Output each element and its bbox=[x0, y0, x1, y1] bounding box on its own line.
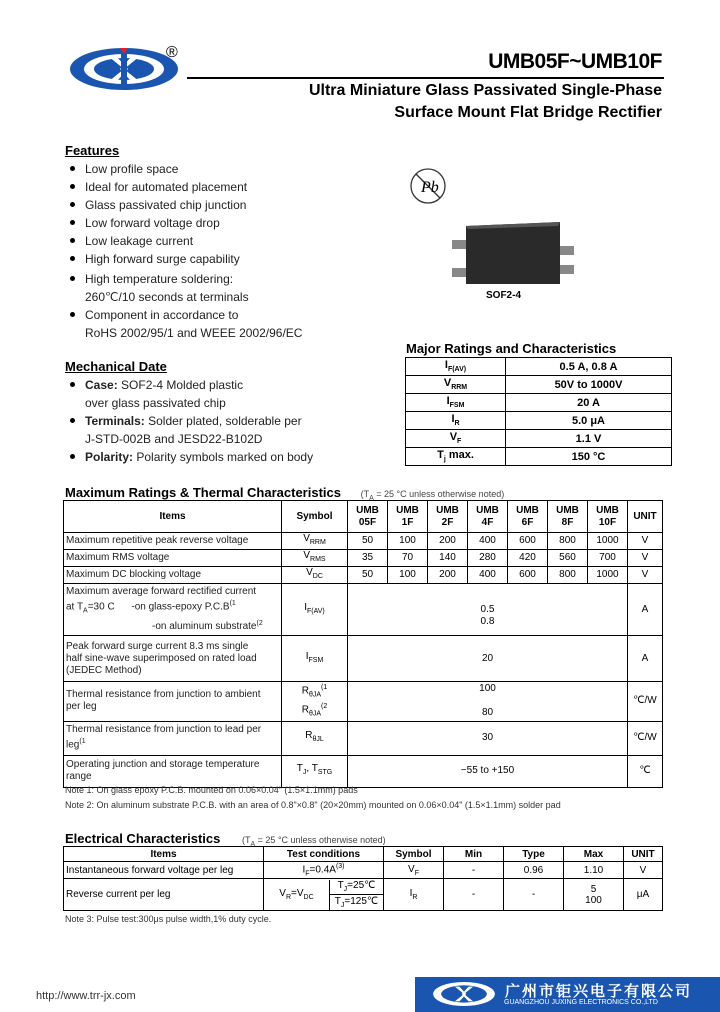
max-ratings-table bbox=[63, 500, 663, 788]
feature-item: Ideal for automated placement bbox=[70, 178, 302, 196]
table-row: Thermal resistance from junction to ambient per leg $R_{\theta JA}^{(1}$ $R_{\theta JA}^{(2}$ 100 80 ℃/W bbox=[64, 682, 663, 722]
table-header-row: Items Test conditions Symbol Min Type Max UNIT bbox=[64, 847, 663, 862]
table-row: Peak forward surge current 8.3 ms single half sine-wave superimposed on rated load (JEDEC Method) $I_{FSM}$ 20 A bbox=[64, 636, 663, 682]
table-row: $V_{RRM}$ 50V to 1000V bbox=[406, 376, 672, 394]
test-conditions-sub: $V_R=V_{DC}$ $T_J=25℃$ $T_J=125℃$ bbox=[264, 880, 383, 910]
mech-terminals-cont: J-STD-002B and JESD22-B102D bbox=[85, 432, 263, 446]
table-row: Thermal resistance from junction to lead per leg$^{(1}$ $R_{\theta JL}$ 30 ℃/W bbox=[64, 721, 663, 755]
feature-item-cont: 260℃/10 seconds at terminals bbox=[85, 290, 249, 304]
feature-item: Low forward voltage drop bbox=[70, 214, 302, 232]
electrical-table bbox=[63, 846, 663, 911]
table-row: $I_R$ 5.0 μA bbox=[406, 412, 672, 430]
mech-case-cont: over glass passivated chip bbox=[85, 396, 226, 410]
major-ratings-title: Major Ratings and Characteristics bbox=[406, 341, 617, 356]
part-title: UMB05F~UMB10F bbox=[488, 50, 662, 73]
pb-free-icon bbox=[408, 166, 448, 206]
sof2-4-package-image bbox=[448, 218, 578, 288]
table-row: Maximum repetitive peak reverse voltage $V_{RRM}$ 50 100 200 400 600 800 1000 V bbox=[64, 533, 663, 550]
company-logo bbox=[68, 46, 180, 92]
features-list bbox=[70, 160, 302, 342]
company-name-cn: 广州市钜兴电子有限公司 bbox=[505, 983, 693, 1000]
mechanical-list bbox=[70, 376, 313, 466]
table-row: Maximum average forward rectified current at $T_A=30$ C -on glass-epoxy $P.C.B^{(1}$ -on aluminum substrate$^{(2}$ $I_{F(AV)}$ 0.5 0.8 A bbox=[64, 584, 663, 636]
table-row: Operating junction and storage temperature range $T_J$, $T_{STG}$ −55 to +150 ℃ bbox=[64, 755, 663, 787]
table-header-row: Items Symbol UMB 05F UMB 1F UMB 2F UMB 4F UMB 6F UMB 8F UMB 10F UNIT bbox=[64, 501, 663, 533]
max-ratings-title: Maximum Ratings & Thermal Characteristics ($T_A = 25$ °C unless otherwise noted) bbox=[65, 485, 505, 502]
feature-item: Low profile space bbox=[70, 160, 302, 178]
mech-terminals: Terminals: Solder plated, solderable per bbox=[70, 412, 313, 430]
feature-item: Glass passivated chip junction bbox=[70, 196, 302, 214]
electrical-title: Electrical Characteristics ($T_A = 25$ °C unless otherwise noted) bbox=[65, 831, 386, 848]
company-name-en: GUANGZHOU JUXING ELECTRONICS CO.,LTD bbox=[504, 999, 658, 1006]
mech-polarity: Polarity: Polarity symbols marked on body bbox=[70, 448, 313, 466]
feature-item-cont: RoHS 2002/95/1 and WEEE 2002/96/EC bbox=[85, 326, 303, 340]
table-row: $V_F$ 1.1 V bbox=[406, 430, 672, 448]
feature-item: Low leakage current bbox=[70, 232, 302, 250]
features-heading: Features bbox=[65, 143, 120, 158]
note-3: Note 3: Pulse test:300μs pulse width,1% duty cycle. bbox=[65, 914, 272, 924]
table-row: $T_j$ max. 150 °C bbox=[406, 448, 672, 466]
table-row: Reverse current per leg $V_R=V_{DC}$ $T_J=25℃$ $T_J=125℃$ $I_R$ - - 5 100 μA bbox=[64, 879, 663, 911]
table-row: Maximum DC blocking voltage $V_{DC}$ 50 100 200 400 600 800 1000 V bbox=[64, 567, 663, 584]
feature-item: High forward surge capability bbox=[70, 250, 302, 268]
table-row: $I_{FSM}$ 20 A bbox=[406, 394, 672, 412]
subtitle-line-2: Surface Mount Flat Bridge Rectifier bbox=[394, 104, 662, 121]
table-row: Maximum RMS voltage $V_{RMS}$ 35 70 140 280 420 560 700 V bbox=[64, 550, 663, 567]
mech-case: Case: SOF2-4 Molded plastic bbox=[70, 376, 313, 394]
svg-text:Pb: Pb bbox=[421, 179, 439, 196]
major-ratings-table bbox=[405, 357, 672, 466]
feature-item: High temperature soldering: bbox=[70, 270, 302, 288]
note-2: Note 2: On aluminum substrate P.C.B. with an area of 0.8"×0.8" (20×20mm) mounted on 0.06×0.04" (1.5×1.1mm) solder pad bbox=[65, 800, 561, 810]
registered-mark: ® bbox=[166, 44, 178, 61]
website-link[interactable]: http://www.trr-jx.com bbox=[36, 990, 136, 1002]
header-rule bbox=[187, 77, 664, 79]
feature-item: Component in accordance to bbox=[70, 306, 302, 324]
table-row: $I_{F(AV)}$ 0.5 A, 0.8 A bbox=[406, 358, 672, 376]
note-1: Note 1: On glass epoxy P.C.B. mounted on 0.06×0.04" (1.5×1.1mm) pads bbox=[65, 785, 358, 795]
subtitle-line-1: Ultra Miniature Glass Passivated Single-Phase bbox=[308, 82, 662, 99]
package-label: SOF2-4 bbox=[486, 290, 522, 301]
table-row: Instantaneous forward voltage per leg $I_F=0.4A^{(3)}$ $V_F$ - 0.96 1.10 V bbox=[64, 862, 663, 879]
mechanical-heading: Mechanical Date bbox=[65, 359, 167, 374]
footer-logo bbox=[432, 980, 496, 1008]
